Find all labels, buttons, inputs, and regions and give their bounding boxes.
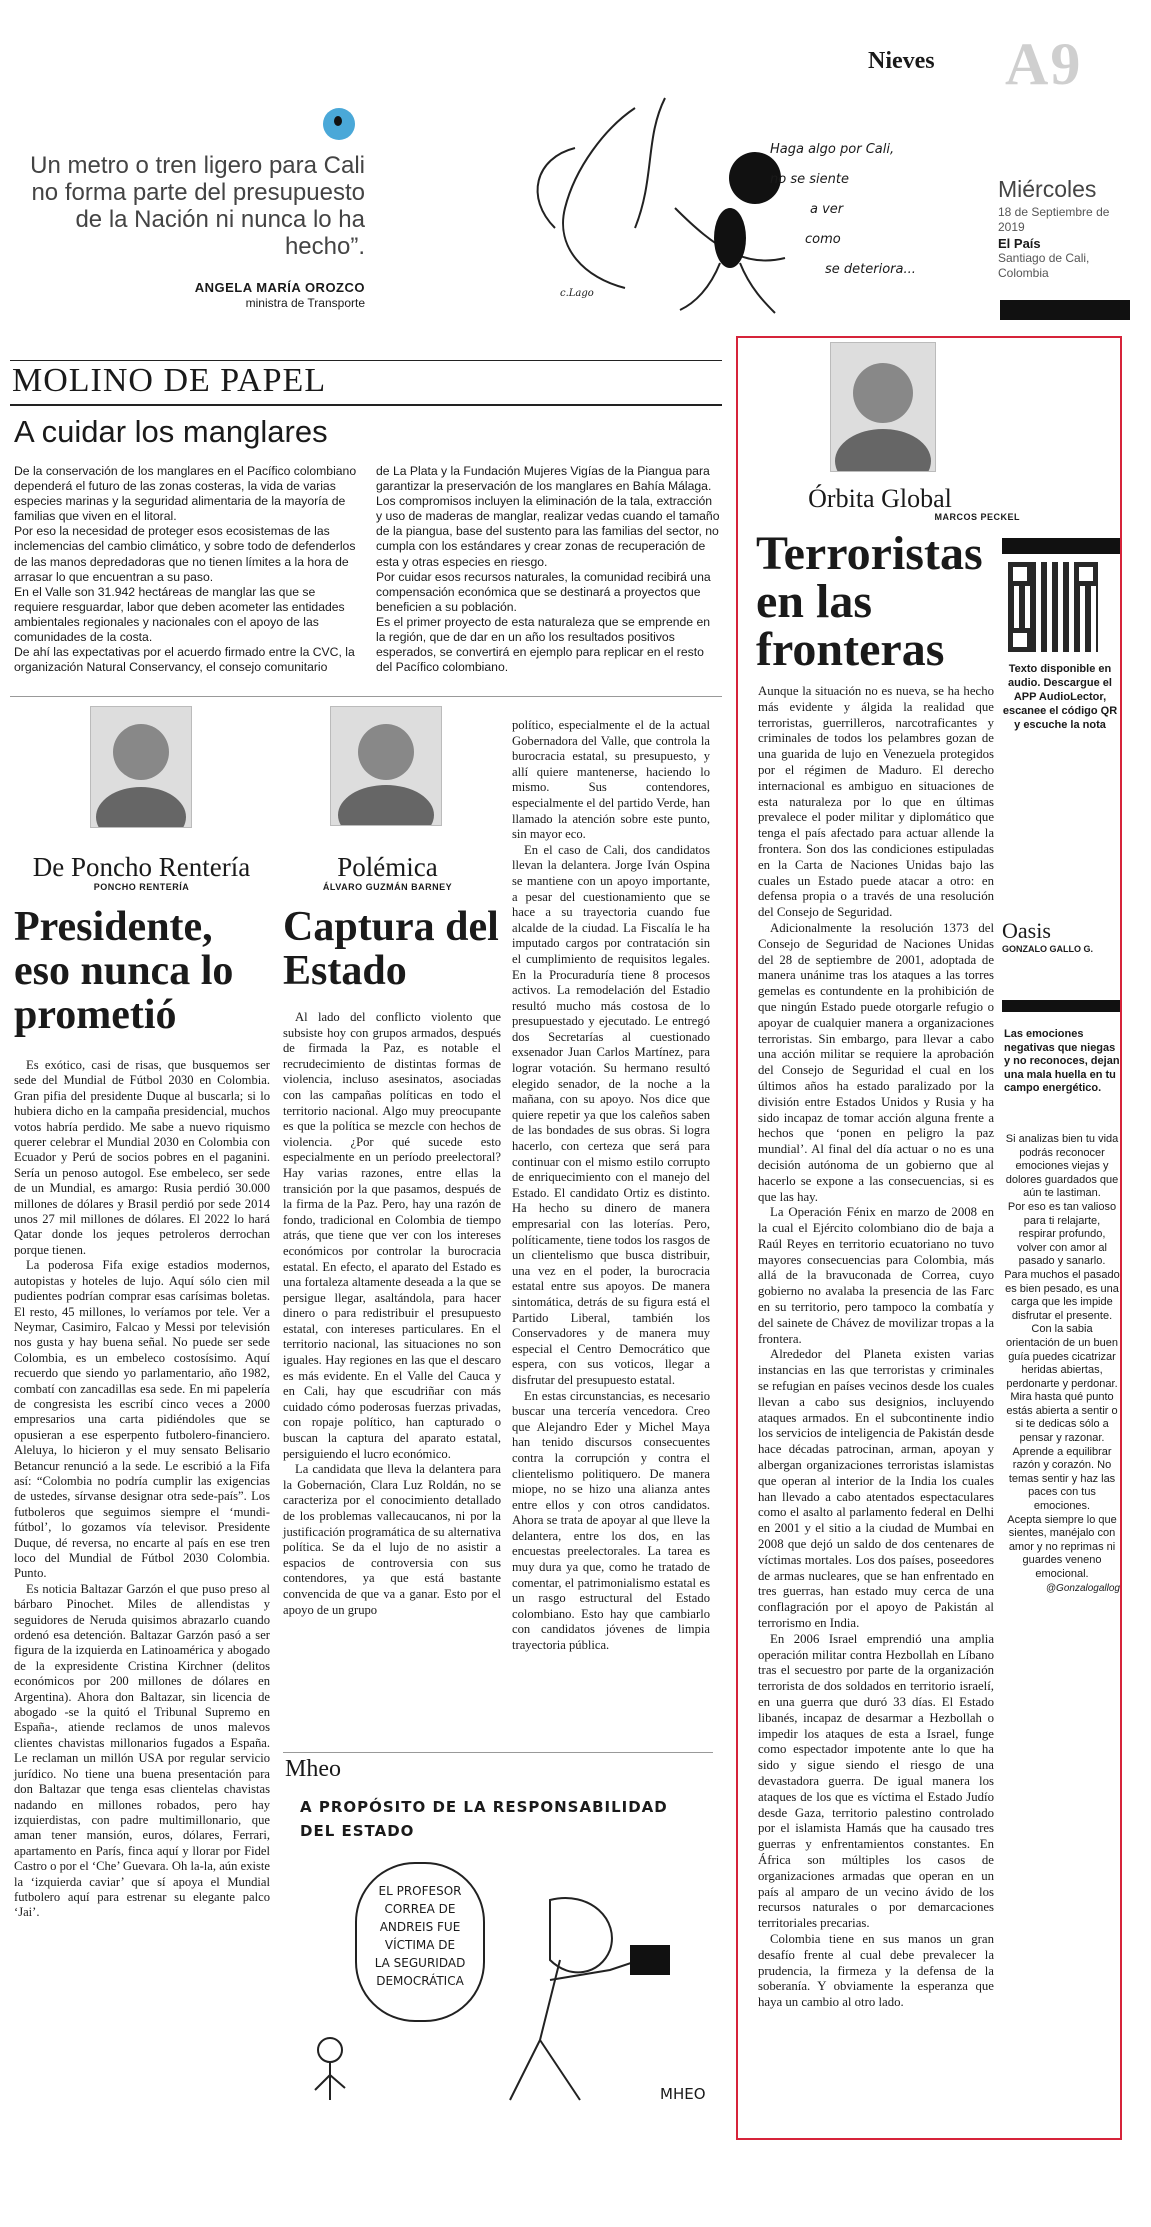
paper-name: El País	[998, 236, 1041, 251]
quote-bubble-icon	[323, 108, 355, 140]
body-poncho	[14, 1058, 270, 1921]
paragraph: En estas circunstancias, es necesario buscar una tercería vencedora. Creo que Alejandro Eder y Michel Maya han tenido discursos consecuentes contra la corrupción y contra el clientelismo politiquero. De manera miope, no se hizo una alianza antes entre ellos y con otros candidatos. Ahora se trata de apoyar al que lleve la delantera, entre los dos, en las encuestas preelectorales. La tarea es muy dura ya que, como he tratado de comentar, el patrimonialismo estatal es un rasgo estructural del Estado colombiano. Esto hay que cambiarlo con candidatos jóvenes de limpia trayectoria pública.	[512, 1388, 710, 1653]
body-orbita	[758, 684, 994, 2011]
caption-line: no se siente	[770, 172, 849, 187]
oasis-lead: Las emociones negativas que niegas y no reconoces, dejan una mala huella en tu campo energético.	[1004, 1028, 1120, 1094]
body-polemica-b	[512, 718, 710, 1654]
caption-line: como	[805, 232, 841, 247]
oasis-paragraph: Aprende a equilibrar razón y corazón. No temas sentir y haz las paces con tus emociones.	[1008, 1445, 1116, 1513]
headline-polemica: Captura del Estado	[283, 904, 499, 994]
byline-polemica: Polémica	[337, 852, 438, 882]
paragraph: La candidata que lleva la delantera para la Gobernación, Clara Luz Roldán, no se caracteriza por el conocimiento detallado de los problemas vallecaucanos, ni por la justificación programática de su alternativa política. Se da el lujo de no asistir a espacios de controversia con sus contendores, ya que está bastante convencida de que va a ganar. Esto por el apoyo de un grupo	[283, 1462, 501, 1617]
paragraph: La poderosa Fifa exige estadios modernos, autopistas y hoteles de lujo. Aquí sólo cien mil pudientes podrían comprar esas carísimas boletas. El resto, 45 millones, lo veríamos por tele. Ver a Neymar, Casimiro, Falcao y Messi por televisión nos gusta y hay buena señal. No puede ser sede Colombia, es un embeleco costosísimo. Aquí recuerdo que siendo yo parlamentario, año 1982, combatí con zancadillas esa sede. En mi papelería de congresista les escribí cinco veces a 2000 empresarios una carta pidiéndoles que se opusieran a ese esperpento futbolero-financiero. Aleluya, lo hicieron y el muy sensato Belisario Betancur renunció a la sede. Le escribió a la Fifa así: “Colombia no podría cumplir las exigencias de ustedes, sírvanse designar otra sede-país”. Los futboleros que seguimos siempre el ‘mundi-fútbol’, lo gozamos vía televisor. Presidente Duque, dé reversa, no encarte al país en ese tren loco del Mundial de Fútbol 2030 Colombia. Punto.	[14, 1258, 270, 1581]
bubble-line: LA SEGURIDAD	[374, 1956, 466, 1970]
mheo-label: Mheo	[285, 1756, 341, 1782]
mheo-title-line: DEL ESTADO	[300, 1822, 415, 1840]
oasis-paragraph: Mira hasta qué punto estás abierta a sentir o si te dedicas sólo a pensar y razonar.	[1006, 1391, 1118, 1445]
top-cartoon	[515, 88, 810, 318]
author-polemica: ÁLVARO GUZMÁN BARNEY	[322, 882, 453, 892]
paragraph: Colombia tiene en sus manos un gran desafío frente al cual debe prevalecer la prudencia, la firmeza y la defensa de la soberanía. Y obviamente la esperanza que haya un cambio al otro lado.	[758, 1931, 994, 2010]
oasis-title: Oasis	[1002, 918, 1051, 943]
paragraph: Adicionalmente la resolución 1373 del Consejo de Seguridad de Naciones Unidas del 28 de septiembre de 2001, adoptada de manera unánime tras los ataques a las torres gemelas es contundente en la prohibición de que ningún Estado puede otorgarle refugio o apoyar de cualquier manera a organizaciones terroristas. Sin embargo, para llevar a cabo una acción militar se requiere la aprobación del Consejo de Seguridad el cual en los últimos años ha estado paralizado por la división entre Estados Unidos y Rusia y ha sido incapaz de tomar acción alguna frente a hechos que ‘ponen en peligro la paz mundial’. Al final del día actuar o no es una decisión autónoma de un gobierno que al hacerlo se expone a las consecuencias, si es que las hay.	[758, 920, 994, 1204]
mheo-title-line: A PROPÓSITO DE LA RESPONSABILIDAD	[300, 1798, 668, 1816]
molino-top-rule	[10, 360, 722, 361]
caption-line: se deteriora...	[825, 262, 916, 277]
molino-headline: A cuidar los manglares	[14, 414, 328, 449]
mheo-top-rule	[283, 1752, 713, 1753]
molino-paragraph: De la conservación de los manglares en el Pacífico colombiano dependerá el futuro de las zonas costeras, la vida de varias especies marinas y la seguridad alimentaria de la mayoría de familias que viven en el litoral.	[14, 464, 357, 524]
oasis-paragraph: Acepta siempre lo que sientes, manéjalo con amor y no reprimas ni guardes veneno emocional.	[1007, 1513, 1117, 1580]
mheo-title	[300, 1795, 720, 1843]
molino-col2	[376, 464, 721, 675]
bubble-line: VÍCTIMA DE	[384, 1938, 456, 1952]
oasis-paragraph: Por eso es tan valioso para ti relajarte, respirar profundo, volver con amor al pasado y sanarlo.	[1007, 1200, 1117, 1268]
headline-poncho: Presidente, eso nunca lo prometió	[14, 904, 234, 1038]
section-name: Nieves	[868, 48, 935, 74]
bubble-line: CORREA DE	[384, 1902, 456, 1916]
bubble-line: ANDREIS FUE	[379, 1920, 461, 1934]
author-photo-peckel	[830, 342, 936, 472]
paragraph: En el caso de Cali, dos candidatos llevan la delantera. Jorge Iván Ospina se mantiene con un apoyo importante, a pesar del cuestionamiento que se hace a su trayectoria cuando fue alcalde de la ciudad. La Fiscalía le ha imputado cargos por contratación sin el cumplimiento de requisitos legales. En la Procuraduría tiene 8 procesos activos. La remodelación del Estadio resultó mucho más costosa de lo presupuestado y ejecutado. Le entregó dos Secretarías al cuestionado exsenador Juan Carlos Martínez, para lograr votación. Su hermano resultó elegido senador, de la noche a la mañana, con su apoyo. Nos dice que quiere repetir ya que los caleños saben de las bondades de sus obras. Si logra hacerlo, con certeza que será para continuar con el mismo estilo corrupto de enriquecimiento con el manejo del Estado. El candidato Ortiz es distinto. Ha hecho su dinero de manera empresarial con las loterías. Pero, políticamente, tiene todos los rasgos de un clientelismo que busca distribuir, una vez en el poder, la burocracia estatal entre sus apoyos. De manera sintomática, detrás de su figura está el Partido Liberal, también los Conservadores y de manera muy especial el Centro Democrático que espera, con sus voticos, llegar a disfrutar del presupuesto estatal.	[512, 842, 710, 1387]
date-full: 18 de Septiembre de 2019	[998, 205, 1110, 234]
audio-text: Texto disponible en audio. Descargue el APP AudioLector, escanee el código QR y escuche la nota	[1002, 663, 1118, 731]
cartoon-signature: c.Lago	[560, 288, 594, 299]
molino-title: MOLINO DE PAPEL	[12, 362, 327, 399]
oasis-paragraph: Para muchos el pasado es bien pesado, es una carga que les impide disfrutar el presente.	[1004, 1268, 1120, 1322]
oasis-paragraph: Si analizas bien tu vida podrás reconocer emociones viejas y dolores guardados que aún te lastiman.	[1005, 1133, 1119, 1200]
molino-paragraph: Por eso la necesidad de proteger esos ecosistemas de las inclemencias del cambio climático, y sobre todo de defenderlos de las manos depredadoras que no tienen límites a la hora de arrasar lo que encuentran a su paso.	[14, 524, 356, 584]
black-tab	[1002, 538, 1120, 554]
fairy-cartoon-drawing	[515, 88, 810, 318]
molino-col1	[14, 464, 359, 675]
author-photo-poncho	[90, 706, 192, 828]
byline-poncho: De Poncho Rentería	[32, 852, 251, 882]
quote-text: Un metro o tren ligero para Cali no forma parte del presupuesto de la Nación ni nunca lo ha hecho”.	[30, 152, 365, 260]
cartoon-caption	[770, 135, 970, 285]
mheo-signature: MHEO	[660, 2085, 706, 2103]
paragraph: En 2006 Israel emprendió una amplia operación militar contra Hezbollah en Líbano tras el secuestro por parte de la organización terrorista de dos soldados en territorio israelí, en una guerra que duró 33 días. El Estado libanés, incapaz de desarmar a Hezbollah o impedir los ataques de esta a Israel, funge como espectador impotente ante lo que ha sido y sigue siendo el riesgo de una devastadora guerra. De igual manera los ataques de los que es víctima el Estado Judío desde Gaza, territorio palestino controlado por el islamista Hamás que ha causado tres guerras y enfrentamientos constantes. En África son múltiples los casos de organizaciones armadas que operan en un país al amparo de un vecino ávido de los recursos naturales o por demarcaciones territoriales precarias.	[758, 1631, 994, 1931]
location: Santiago de Cali, Colombia	[998, 251, 1090, 280]
molino-rule	[10, 404, 722, 406]
molino-paragraph: De ahí las expectativas por el acuerdo firmado entre la CVC, la organización Natural Conservancy, el consejo comunitario	[14, 645, 355, 675]
quote-author: ANGELA MARÍA OROZCO	[194, 280, 365, 295]
author-orbita: MARCOS PECKEL	[934, 512, 1020, 522]
caption-line: Haga algo por Cali,	[770, 142, 895, 157]
author-poncho: PONCHO RENTERÍA	[93, 882, 190, 892]
page-number: A9	[1005, 31, 1083, 97]
man-with-bag-drawing	[290, 1860, 710, 2120]
headline-orbita: Terroristas en las fronteras	[756, 527, 983, 676]
paragraph: Al lado del conflicto violento que subsiste hoy con grupos armados, después de firmada la Paz, es notable el recrudecimiento de distintas formas de violencia, incluso asesinatos, asociadas con las campañas políticas en todo el territorio nacional. Algo muy preocupante es que la política se mezcle con hechos de violencia. ¿Por qué sucede esto especialmente en un período preelectoral? Hay varias razones, entre ellas la transición por la que pasamos, después de la firma de la Paz. Pero, hay una razón de fondo, tradicional en Colombia de tiempo atrás, que tiene que ver con los intereses económicos por controlar la burocracia estatal. En efecto, el aparato del Estado es una fortaleza altamente deseada a la que se persigue llegar, asaltándola, para hacer dinero o para redistribuir el presupuesto estatal, con intereses particulares. En el territorio nacional, las situaciones no son iguales. Hay regiones en las que el descaro es más evidente. En el Valle del Cauca y en Cali, hay que escudriñar con más cuidado cómo poderosas fuerzas privadas, con ropaje político, han capturado o buscan la captura del aparato estatal, persiguiendo el lucro económico.	[283, 1010, 501, 1461]
qr-code-icon[interactable]	[1008, 562, 1098, 652]
paragraph: Es noticia Baltazar Garzón el que puso preso al bárbaro Pinochet. Miles de allendistas y seguidores de Neruda quisimos abrazarlo cuando ordenó esa detención. Baltazar Garzón pasó a ser figura de la izquierda en Latinoamérica y abogado de la expresidente Cristina Kirchner (delitos económicos por 200 millones de dólares en Argentina). Ahora don Baltazar, sin licencia de abogado -se la quitó el Tribunal Supremo en España-, atiende reclamos de unos malevos clientes chavistas millonarios fugados a España. Le reclaman un millón USA por regular servicio jurídico. No tiene una buena presentación para don Baltazar que tenga esas clientelas chavistas nadando en millones robados, pero hay izquierdistas, con padre multimillonario, que aman tener mansión, euros, dólares, Ferrari, apartamento en París, finca aquí y llorar por Fidel Castro o por el ‘Che’ Guevara. Oh la-la, aún existe la ‘izquierda caviar’ que sí apoya el Mundial futbolero aquí para estrenar su elegante palco ‘Jai’.	[14, 1581, 270, 1920]
oasis-handle: @Gonzalogallog	[1045, 1582, 1120, 1594]
paragraph: Alrededor del Planeta existen varias instancias en las que terroristas y criminales se refugian en países vecinos desde los cuales llevan a cabo sus designios, incluyendo ataques armados. En el subcontinente indio los servicios de inteligencia de Pakistán desde hace décadas patrocinan, arman, apoyan y albergan organizaciones terroristas islamistas que operan al interior de la India los cuales han llevado a cabo atentados espectaculares como el asalto al parlamento federal en Delhi en 2001 y el sitio a la ciudad de Mumbai en 2008 que dejó un saldo de dos centenares de víctimas mortales. Los dos países, poseedores de armas nucleares, que se han enfrentado en tres guerras, han estado muy cerca de una conflagración por el apoyo de Pakistán al terrorismo en India.	[758, 1347, 994, 1631]
quote-role: ministra de Transporte	[245, 296, 365, 310]
caption-line: a ver	[810, 202, 844, 217]
oasis-rule	[1002, 1000, 1120, 1012]
bubble-line: DEMOCRÁTICA	[376, 1974, 464, 1988]
body-polemica-a	[283, 1010, 501, 1618]
bubble-line: EL PROFESOR	[378, 1884, 462, 1898]
paragraph: Es exótico, casi de risas, que busquemos ser sede del Mundial de Fútbol 2030 en Colombia. Gran pifia del presidente Duque al buscarla; si lo hubiera dicho en la campaña presidencial, muchos votos habría perdido. Me sabe a nuevo riquismo querer celebrar el Mundial 2030 en Colombia con Ecuador y Perú de socios pobres en el paganini. Sería un penoso autogol. Ese embeleco, ser sede de un Mundial, es amargo: Rusia perdió 30.000 millones de dólares y Brasil perdió por sede 2014 unos 27 mil millones de dólares. El 2022 lo hará Qatar donde los jeques petroleros derrochan porque tienen.	[14, 1058, 270, 1257]
mheo-drawing	[290, 1860, 710, 2120]
molino-paragraph: Es el primer proyecto de esta naturaleza que se emprende en la región, que de dar en un año los resultados positivos esperados, se convertirá en ejemplo para replicar en el resto del Pacífico colombiano.	[376, 614, 710, 675]
oasis-paragraph: Con la sabia orientación de un buen guía puedes cicatrizar heridas abiertas, perdonarte y perdonar.	[1006, 1323, 1118, 1390]
molino-paragraph: Por cuidar esos recursos naturales, la comunidad recibirá una compensación económica que se destinará a proyectos que beneficien a su población.	[376, 569, 711, 614]
paragraph: La Operación Fénix en marzo de 2008 en la cual el Ejército colombiano dio de baja a Raúl Reyes en territorio ecuatoriano no tuvo mayores consecuencias para Colombia, más allá de la bravuconada de Correa, cuyo gobierno no avalaba la presencia de las Farc en su territorio, pero tampoco la combatía y del sainete de Chávez de movilizar tropas a la frontera.	[758, 1205, 994, 1346]
paragraph: político, especialmente el de la actual Gobernadora del Valle, que controla la burocracia estatal, su presupuesto, y allí quiere mantenerse, haciendo lo mismo. Sus contendores, especialmente el del partido Verde, han llamado la atención sobre este punto, sin mayor eco.	[512, 718, 710, 842]
date-day: Miércoles	[998, 176, 1097, 202]
author-photo-guzman	[330, 706, 442, 826]
oasis-author: GONZALO GALLO G.	[1002, 944, 1093, 954]
header-black-bar	[1000, 300, 1130, 320]
molino-paragraph: En el Valle son 31.942 hectáreas de manglar las que se requiere resguardar, labor que deben acometer las entidades ambientales regionales y nacionales con el apoyo de las comunidades de la costa.	[14, 584, 345, 645]
byline-orbita: Órbita Global	[808, 484, 952, 513]
paragraph: Aunque la situación no es nueva, se ha hecho más evidente y álgida la realidad que terroristas, guerrilleros, narcotraficantes y criminales de todos los pelambres gozan de una guarida de lujo en Venezuela protegidos por el régimen de Maduro. El derecho internacional es ambiguo en situaciones de esta naturaleza por lo que en últimas prevalece el poder militar y diplomático que tenga el país afectado para actuar allende la frontera. Son dos las condiciones estipuladas en la Carta de Naciones Unidas bajo las cuales un Estado puede atacar a otro: en defensa propia o a través de una resolución del Consejo de Seguridad.	[758, 684, 994, 920]
molino-paragraph: de La Plata y la Fundación Mujeres Vigías de la Piangua para garantizar la preservación de los manglares en Bahía Málaga. Los compromisos incluyen la eliminación de la tala, extracción y uso de maderas de manglar, realizar vedas cuando el tamaño de la piangua, base del sustento para las familias del sector, no cumpla con los estándares y crear zonas de recuperación de esta y otras especies en riesgo.	[376, 464, 720, 569]
oasis-body	[1004, 1133, 1120, 1595]
molino-bottom-rule	[10, 696, 722, 697]
